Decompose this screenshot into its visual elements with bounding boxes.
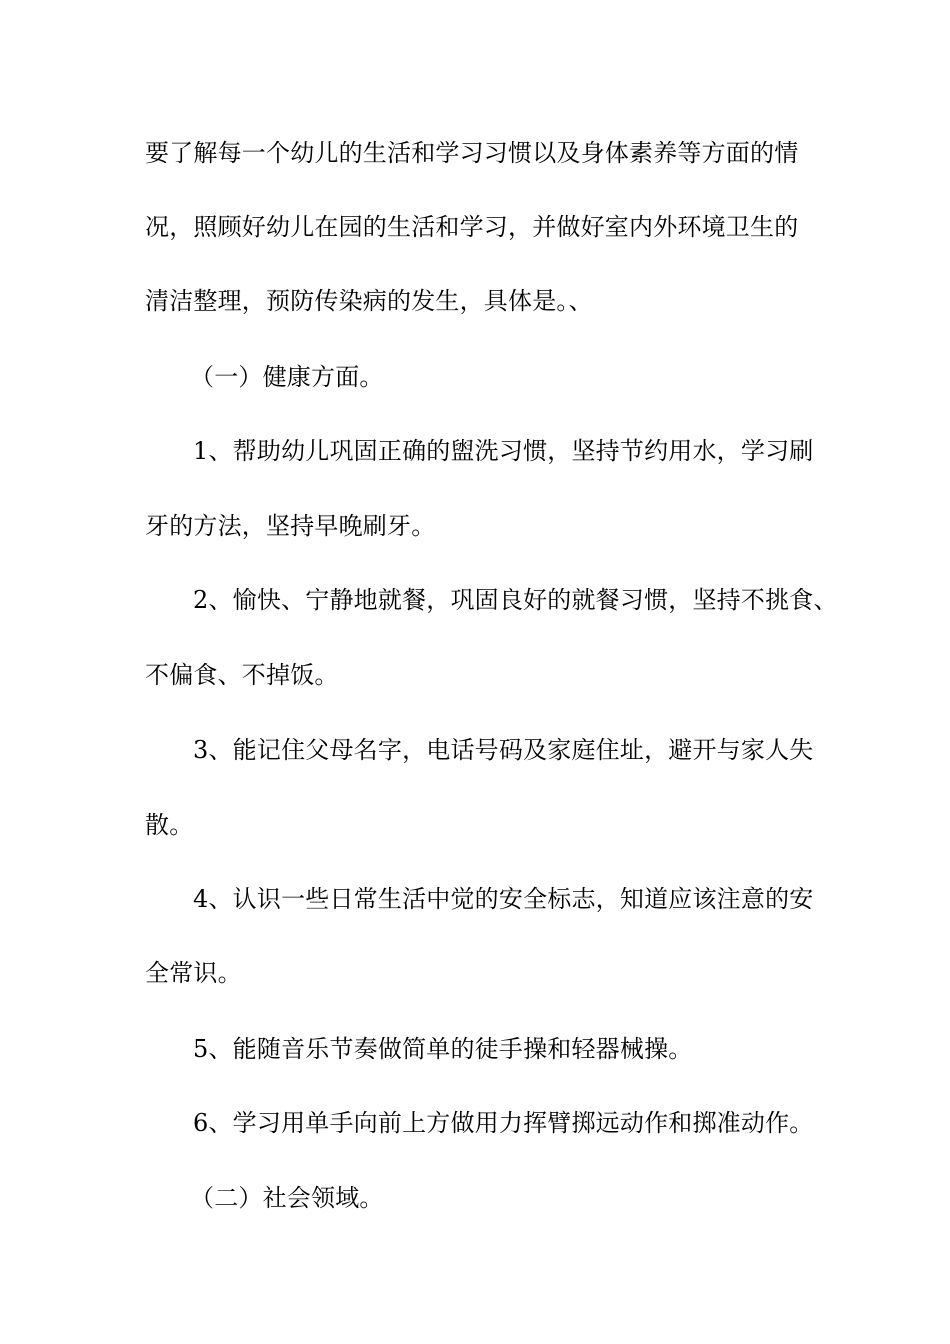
section-heading-health: （一）健康方面。 [190,363,384,391]
paragraph-line: 不偏食、不掉饭。 [145,661,339,689]
paragraph-line: 要了解每一个幼儿的生活和学习习惯以及身体素养等方面的情 [145,139,799,167]
list-item-2: 2、愉快、宁静地就餐，巩固良好的就餐习惯，坚持不挑食、 [193,586,838,614]
list-item-3: 3、能记住父母名字，电话号码及家庭住址，避开与家人失 [193,736,814,764]
list-item-4: 4、认识一些日常生活中觉的安全标志，知道应该注意的安 [193,885,814,913]
paragraph-line: 清洁整理，预防传染病的发生，具体是。、 [145,287,593,315]
section-heading-social: （二）社会领域。 [190,1184,384,1212]
list-item-6: 6、学习用单手向前上方做用力挥臂掷远动作和掷准动作。 [193,1109,814,1137]
paragraph-line: 全常识。 [145,959,242,987]
paragraph-line: 况，照顾好幼儿在园的生活和学习，并做好室内外环境卫生的 [145,213,799,241]
list-item-1: 1、帮助幼儿巩固正确的盥洗习惯，坚持节约用水，学习刷 [193,437,814,465]
paragraph-line: 散。 [145,811,194,839]
list-item-5: 5、能随音乐节奏做简单的徒手操和轻器械操。 [193,1035,693,1063]
paragraph-line: 牙的方法，坚持早晚刷牙。 [145,512,436,540]
